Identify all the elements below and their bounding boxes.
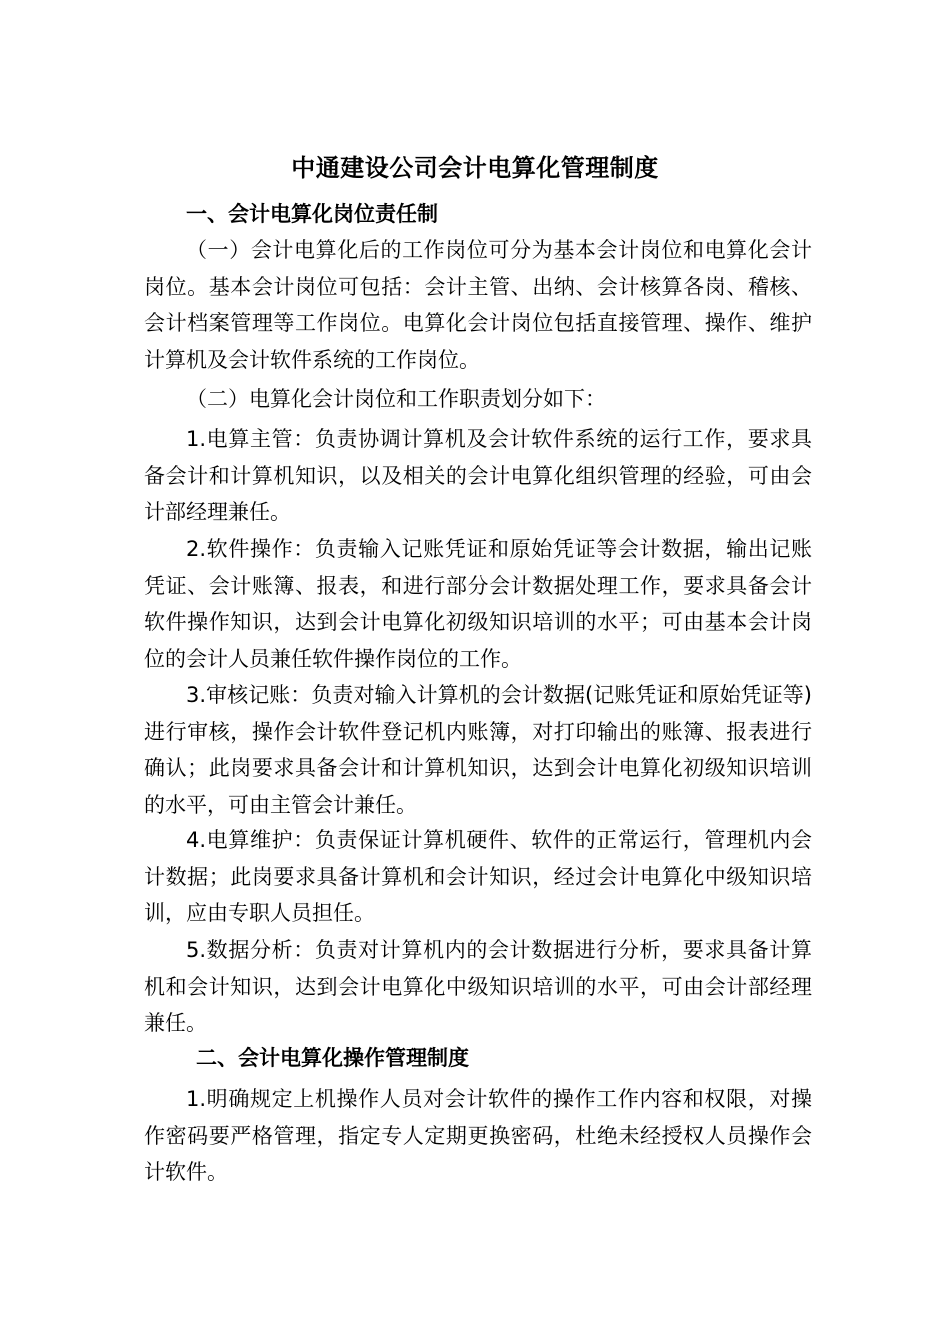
paragraph-1-2: （二）电算化会计岗位和工作职责划分如下： [186, 387, 606, 411]
paragraph-1-3: 1.电算主管：负责协调计算机及会计软件系统的运行工作，要求具备会计和计算机知识，以及相关的会计电算化组织管理的经验，可由会计部经理兼任。 [144, 427, 812, 524]
paragraph-1-4: 2.软件操作：负责输入记账凭证和原始凭证等会计数据，输出记账凭证、会计账簿、报表，和进行部分会计数据处理工作，要求具备会计软件操作知识，达到会计电算化初级知识培训的水平；可由基本会计岗位的会计人员兼任软件操作岗位的工作。 [144, 537, 812, 671]
section-heading-2: 二、会计电算化操作管理制度 [196, 1046, 469, 1070]
paragraph-1-1: （一）会计电算化后的工作岗位可分为基本会计岗位和电算化会计岗位。基本会计岗位可包括：会计主管、出纳、会计核算各岗、稽核、会计档案管理等工作岗位。电算化会计岗位包括直接管理、操作、维护计算机及会计软件系统的工作岗位。 [144, 238, 812, 372]
paragraph-1-5: 3.审核记账：负责对输入计算机的会计数据(记账凭证和原始凭证等)进行审核，操作会计软件登记机内账簿，对打印输出的账簿、报表进行确认；此岗要求具备会计和计算机知识，达到会计电算化初级知识培训的水平，可由主管会计兼任。 [144, 683, 812, 817]
paragraph-2-1: 1.明确规定上机操作人员对会计软件的操作工作内容和权限，对操作密码要严格管理，指定专人定期更换密码，杜绝未经授权人员操作会计软件。 [144, 1087, 812, 1184]
document-title: 中通建设公司会计电算化管理制度 [291, 154, 659, 182]
paragraph-1-7: 5.数据分析：负责对计算机内的会计数据进行分析，要求具备计算机和会计知识，达到会计电算化中级知识培训的水平，可由会计部经理兼任。 [144, 938, 812, 1035]
section-heading-1: 一、会计电算化岗位责任制 [186, 202, 438, 226]
paragraph-1-6: 4.电算维护：负责保证计算机硬件、软件的正常运行，管理机内会计数据；此岗要求具备计算机和会计知识，经过会计电算化中级知识培训，应由专职人员担任。 [144, 828, 812, 925]
